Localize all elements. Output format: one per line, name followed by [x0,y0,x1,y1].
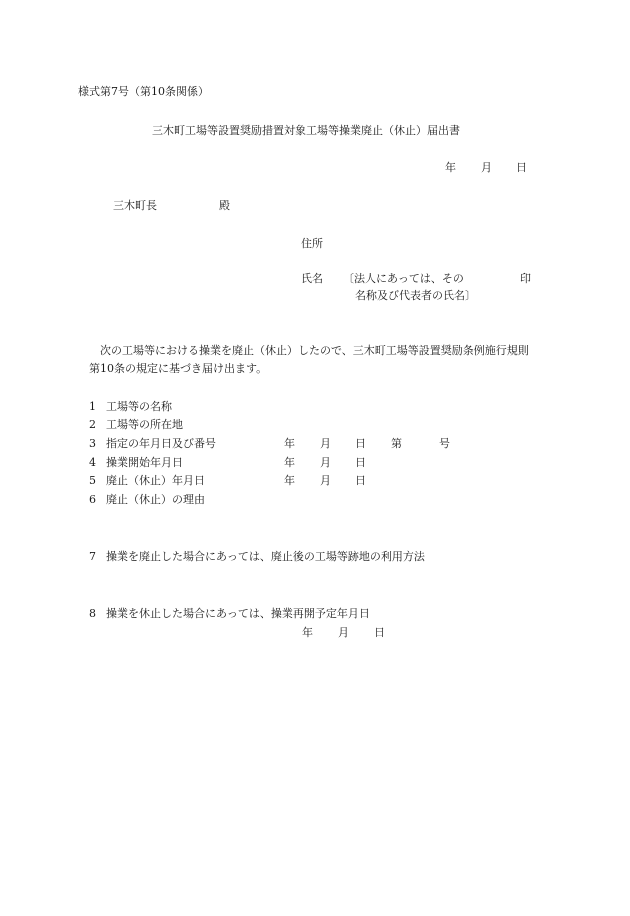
name-note-line1: 〔法人にあっては、その [343,272,464,285]
item-year: 年 [284,474,295,487]
item-day: 日 [355,437,366,450]
item-number: 4 [89,456,96,469]
item-label: 指定の年月日及び番号 [106,437,216,450]
item-go: 号 [439,437,450,450]
item-day: 日 [355,456,366,469]
name-label: 氏名 [301,272,323,285]
item-number: 7 [89,550,96,563]
item-number: 6 [89,493,96,506]
name-note-line2: 名称及び代表者の氏名〕 [355,289,476,302]
body-line-2: 第10条の規定に基づき届け出ます。 [89,362,268,375]
addressee-name: 三木町長 [113,199,157,212]
item-label: 操業開始年月日 [106,456,183,469]
item-label: 工場等の名称 [106,400,172,413]
item-year: 年 [302,626,313,639]
item-number: 2 [89,418,96,431]
date-year: 年 [445,161,456,174]
seal-mark: 印 [520,272,531,285]
item-dai: 第 [391,437,402,450]
item-month: 月 [320,437,331,450]
date-month: 月 [481,161,492,174]
item-year: 年 [284,456,295,469]
item-month: 月 [338,626,349,639]
form-number: 様式第7号（第10条関係） [78,85,209,98]
item-day: 日 [355,474,366,487]
addressee-honorific: 殿 [219,199,230,212]
address-label: 住所 [301,237,323,250]
item-label: 操業を廃止した場合にあっては、廃止後の工場等跡地の利用方法 [106,550,425,563]
item-label: 工場等の所在地 [106,418,183,431]
item-year: 年 [284,437,295,450]
document-title: 三木町工場等設置奨励措置対象工場等操業廃止（休止）届出書 [152,124,460,137]
item-label: 廃止（休止）の理由 [106,493,205,506]
item-day: 日 [374,626,385,639]
item-month: 月 [320,456,331,469]
item-month: 月 [320,474,331,487]
item-number: 8 [89,607,96,620]
item-number: 3 [89,437,96,450]
item-number: 5 [89,474,96,487]
date-day: 日 [516,161,527,174]
item-label: 廃止（休止）年月日 [106,474,205,487]
body-line-1: 次の工場等における操業を廃止（休止）したので、三木町工場等設置奨励条例施行規則 [100,344,529,357]
item-number: 1 [89,400,96,413]
item-label: 操業を休止した場合にあっては、操業再開予定年月日 [106,607,370,620]
